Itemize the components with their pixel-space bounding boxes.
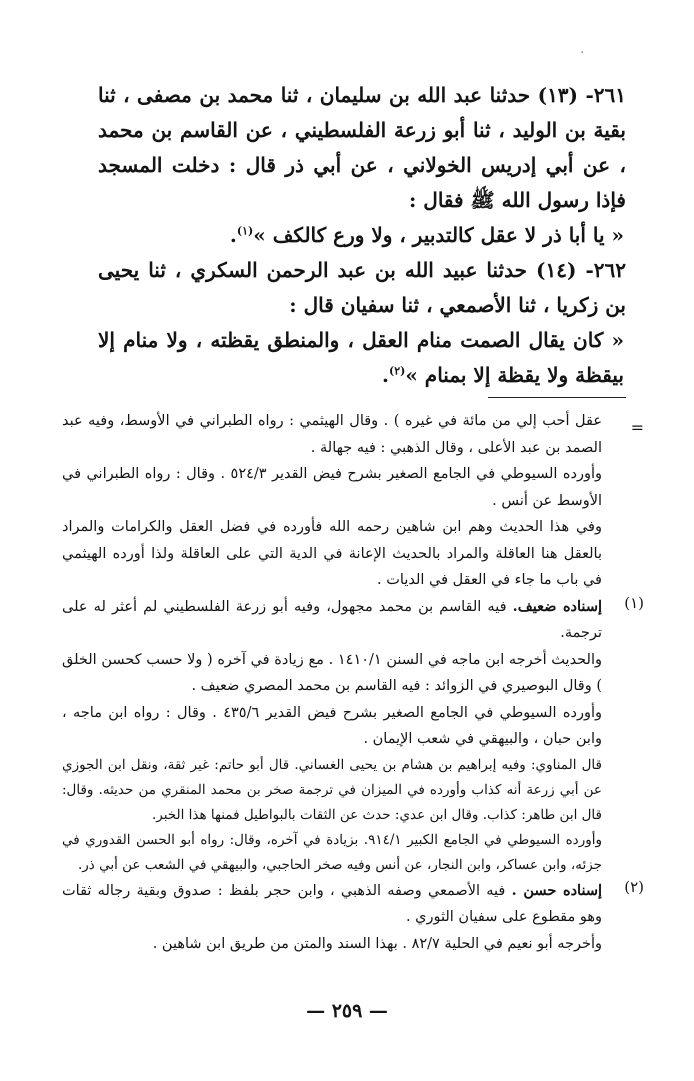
footnote-paragraph xyxy=(62,594,602,647)
matn-text: « يا أبا ذر لا عقل كالتدبير ، ولا ورع كالكف » xyxy=(253,223,624,247)
grading: إسناده حسن . xyxy=(511,881,602,899)
main-text xyxy=(98,78,626,393)
hadith-262-matn: « كان يقال الصمت منام العقل ، والمنطق يقظته ، ولا منام إلا بيقظة ولا يقظة إلا بمنام »$^{(٢)}$. xyxy=(98,328,624,387)
footnote-paragraph: والحديث أخرجه ابن ماجه في السنن ١٤١٠/١ . مع زيادة في آخره ( ولا حسب كحسن الخلق ) وقال البوصيري في الزوائد : فيه القاسم بن محمد المصري ضعيف . xyxy=(62,651,602,694)
narration-keyword: حدثنا xyxy=(486,258,527,282)
hadith-number: ٢٦١- (١٣) xyxy=(537,83,626,107)
hadith-261-matn: « يا أبا ذر لا عقل كالتدبير ، ولا ورع كالكف »$^{(١)}$. xyxy=(229,223,624,247)
isnad-text: عبد الله بن سليمان ، ثنا محمد بن مصفى ، ثنا بقية بن الوليد ، ثنا أبو زرعة الفلسطيني ، عن القاسم بن محمد ، عن أبي إدريس الخولاني ، عن أبي ذر قال : دخلت المسجد فإذا رسول الله ﷺ فقال : xyxy=(98,83,626,212)
margin-mark xyxy=(580,52,588,60)
footnote-2 xyxy=(62,878,644,958)
footnote-paragraph: وأورده السيوطي في الجامع الصغير بشرح فيض القدير ٤٣٥/٦ . وقال : رواه ابن ماجه ، وابن حبان ، والبيهقي في شعب الإيمان . xyxy=(62,704,602,747)
hadith-number: ٢٦٢- (١٤) xyxy=(536,258,626,282)
footnote-continued xyxy=(62,408,644,594)
grading: إسناده ضعيف. xyxy=(512,597,602,615)
footnote-divider xyxy=(488,397,626,398)
footnote-paragraph: وأورده السيوطي في الجامع الكبير ٩١٤/١. بزيادة في آخره، وقال: رواه أبو الحسن القدوري في جزئه، وابن عساكر، وابن النجار، عن أنس وفيه صخر الحاجبي، والبيهقي في الشعب عن أبي ذر. xyxy=(62,831,603,873)
continuation-mark: = xyxy=(630,418,644,437)
footnotes xyxy=(62,408,644,957)
hadith-261 xyxy=(98,78,626,218)
footnote-1 xyxy=(62,594,644,753)
footnote-paragraph: قال المناوي: وفيه إبراهيم بن هشام بن يحيى الغساني. قال أبو حاتم: غير ثقة، ونقل ابن الجوزي عن أبي زرعة أنه كذاب وأورده في الميزان في ترجمة صخر بن محمد المنقري من حديثه. وقال: قال ابن طاهر: كذاب. وقال ابن عدي: حدث عن الثقات بالبواطيل فمنها هذا الخبر. xyxy=(62,756,602,823)
footnote-paragraph xyxy=(62,878,602,931)
footnote-paragraph: وأورده السيوطي في الجامع الصغير بشرح فيض القدير ٥٢٤/٣ . وقال : رواه الطبراني في الأوسط عن أنس . xyxy=(62,466,602,509)
footnote-text: فيه الأصمعي وصفه الذهبي ، وابن حجر بلفظ : صدوق وبقية رجاله ثقات وهو مقطوع على سفيان الثوري . xyxy=(62,882,602,925)
hadith-262 xyxy=(98,253,626,323)
footnote-1-small xyxy=(62,753,644,878)
footnote-ref: (٢) xyxy=(388,364,406,378)
footnote-text: فيه القاسم بن محمد مجهول، وفيه أبو زرعة الفلسطيني لم أعثر له على ترجمة. xyxy=(62,598,602,641)
footnote-number: (٢) xyxy=(624,877,644,896)
isnad-text: عبيد الله بن عبد الرحمن السكري ، ثنا يحيى بن زكريا ، ثنا الأصمعي ، ثنا سفيان قال : xyxy=(98,258,626,317)
footnote-number: (١) xyxy=(624,593,644,612)
footnote-paragraph: وفي هذا الحديث وهم ابن شاهين رحمه الله فأورده في فضل العقل والكرامات والمراد بالعقل هنا العاقلة والمراد بالحديث الإعانة في الدية التي على العاقلة ولذا أورده الهيثمي في باب ما جاء في العقل في الديات . xyxy=(62,519,602,588)
narration-keyword: حدثنا xyxy=(489,83,531,107)
page-number: — ٢٥٩ — xyxy=(306,1000,388,1022)
matn-text: « كان يقال الصمت منام العقل ، والمنطق يقظته ، ولا منام إلا بيقظة ولا يقظة إلا بمنام » xyxy=(98,328,624,387)
footnote-paragraph: وأخرجه أبو نعيم في الحلية ٨٢/٧ . بهذا السند والمتن من طريق ابن شاهين . xyxy=(152,935,602,952)
footnote-ref: (١) xyxy=(236,224,254,238)
footnote-paragraph: عقل أحب إلي من مائة في غيره ) . وقال الهيثمي : رواه الطبراني في الأوسط، وفيه عبد الصمد بن عبد الأعلى ، وقال الذهبي : فيه جهالة . xyxy=(62,413,602,456)
